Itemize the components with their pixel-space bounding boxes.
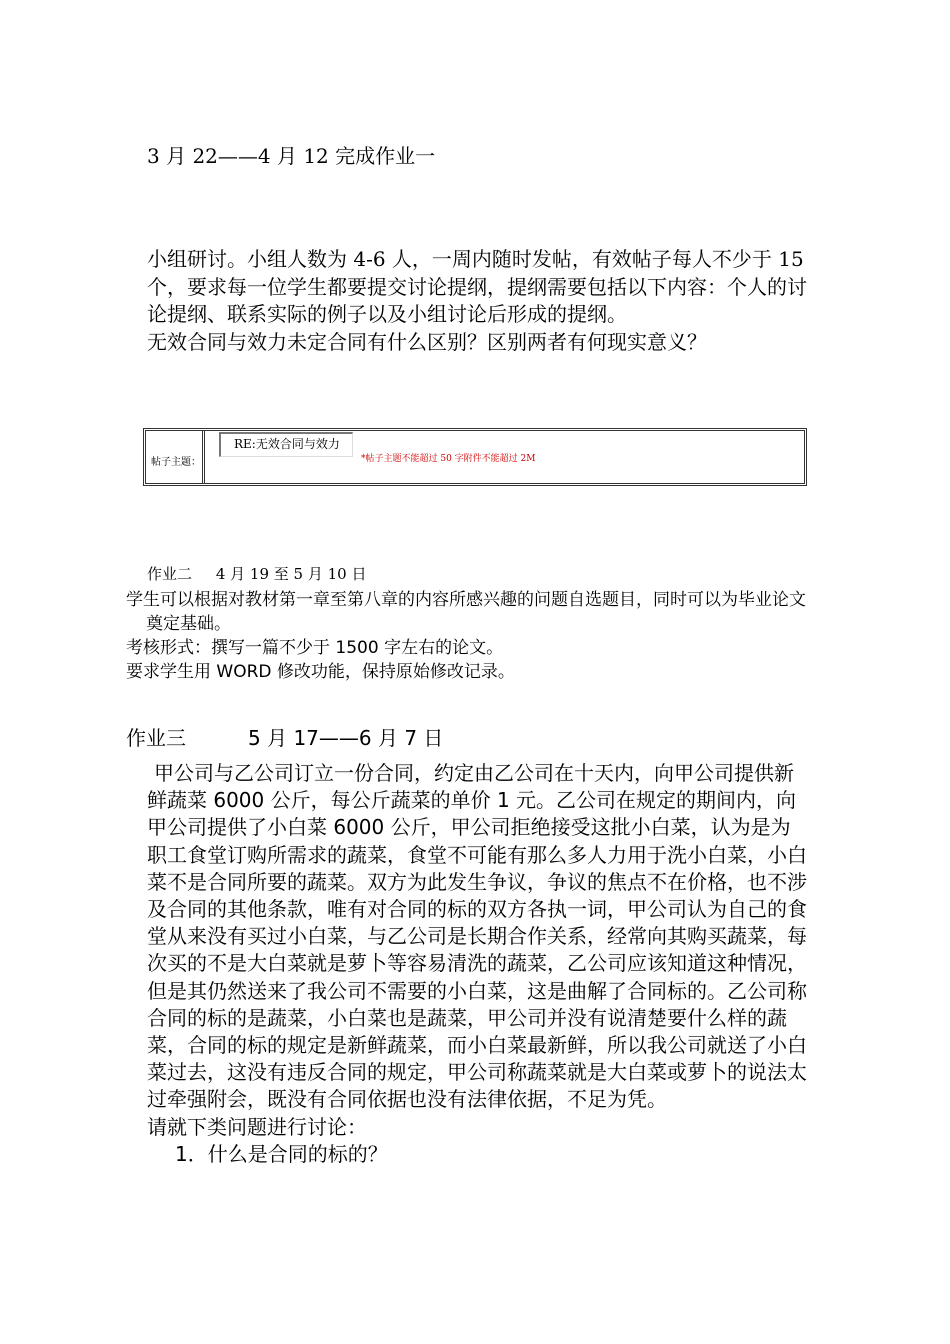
topic-limit-note: *帖子主题不能超过 50 字附件不能超过 2M [361,454,536,464]
hw2-title: 作业二 4 月 19 至 5 月 10 日 [147,565,367,583]
hw3-title-dates: 5 月 17——6 月 7 日 [248,726,444,750]
hw2-description: 学生可以根据对教材第一章至第八章的内容所感兴趣的问题自选题目，同时可以为毕业论文奠定基础。 [126,590,806,634]
topic-input[interactable]: RE:无效合同与效力 [219,432,353,457]
hw1-intro: 小组研讨。小组人数为 4-6 人，一周内随时发帖，有效帖子每人不少于 15 个，要求每一位学生都要提交讨论提纲，提纲需要包括以下内容：个人的讨论提纲、联系实际的例子以及小组讨论后形成的提纲。 [147,247,807,326]
topic-label-cell [146,431,205,483]
hw1-section [147,246,807,356]
hw3-title [126,722,443,751]
hw1-title: 3 月 22——4 月 12 完成作业一 [147,144,436,168]
hw2-assessment: 考核形式：撰写一篇不少于 1500 字左右的论文。 [126,638,504,658]
hw3-case-text: 甲公司与乙公司订立一份合同，约定由乙公司在十天内，向甲公司提供新鲜蔬菜 6000 公斤，每公斤蔬菜的单价 1 元。乙公司在规定的期间内，向甲公司提供了小白菜 6000 公斤，甲公司拒绝接受这批小白菜，认为是为职工食堂订购所需求的蔬菜，食堂不可能有那么多人力用于洗小白菜，小白菜不是合同所要的蔬菜。双方为此发生争议，争议的焦点不在价格，也不涉及合同的其他条款，唯有对合同的标的双方各执一词，甲公司认为自己的食堂从来没有买过小白菜，与乙公司是长期合作关系，经常向其购买蔬菜，每次买的不是大白菜就是萝卜等容易清洗的蔬菜，乙公司应该知道这种情况，但是其仍然送来了我公司不需要的小白菜，这是曲解了合同标的。乙公司称合同的标的是蔬菜，小白菜也是蔬菜，甲公司并没有说清楚要什么样的蔬菜，合同的标的规定是新鲜蔬菜，而小白菜最新鲜，所以我公司就送了小白菜过去，这没有违反合同的规定，甲公司称蔬菜就是大白菜或萝卜的说法太过牵强附会，既没有合同依据也没有法律依据，不足为凭。 [147,761,807,1112]
hw2-requirement: 要求学生用 WORD 修改功能，保持原始修改记录。 [126,662,515,682]
hw3-question-1: 1．什么是合同的标的？ [175,1141,388,1166]
hw1-question: 无效合同与效力未定合同有什么区别？区别两者有何现实意义？ [147,329,707,354]
topic-label: 帖子主题： [151,457,201,468]
post-topic-form [143,428,807,486]
hw2-section [126,588,816,684]
hw3-discussion-prompt: 请就下类问题进行讨论： [147,1114,367,1139]
hw3-title-label: 作业三 [126,726,186,750]
hw3-section [147,760,807,1168]
